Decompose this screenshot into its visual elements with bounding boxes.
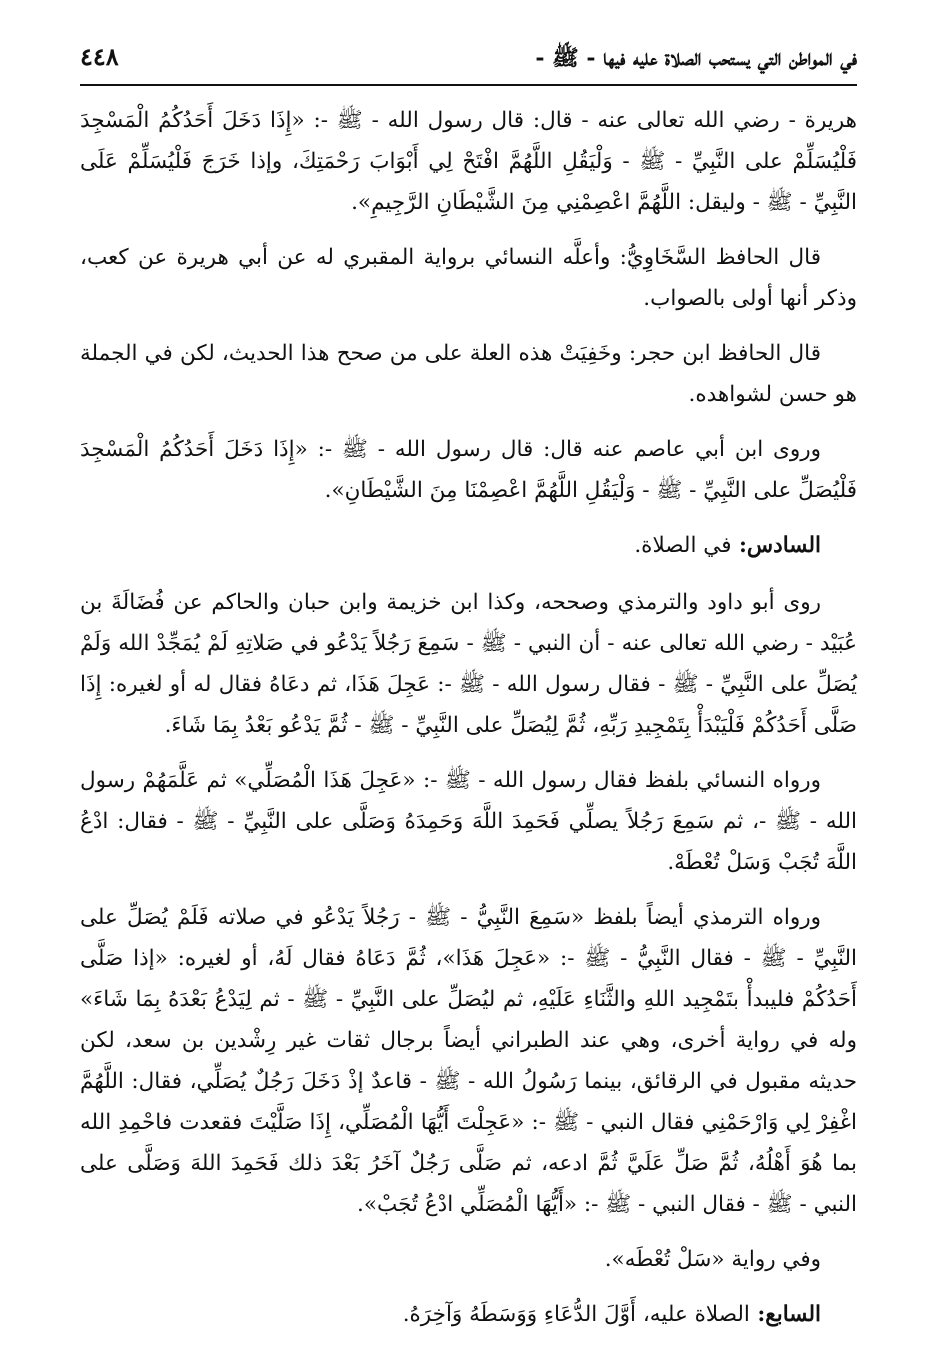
paragraph: وفي رواية «سَلْ تُعْطَه». bbox=[604, 1247, 821, 1272]
section-heading-six bbox=[80, 525, 857, 566]
page-header bbox=[80, 42, 857, 86]
section-label: السادس: bbox=[738, 533, 821, 558]
section-label: السابع: bbox=[757, 1302, 821, 1327]
section-title: في الصلاة. bbox=[634, 533, 732, 558]
paragraph: قال الحافظ ابن حجر: وخَفِيَتْ هذه العلة على من صحح هذا الحديث، لكن في الجملة هو حسن لشواهده. bbox=[80, 341, 857, 407]
paragraph: قال الحافظ السَّخَاوِيُّ: وأعلَّه النسائي برواية المقبري له عن أبي هريرة عن كعب، وذكر أنها أولى بالصواب. bbox=[80, 245, 857, 311]
page-number: ٤٤٨ bbox=[80, 42, 119, 71]
running-title: في المواطن التي يستحب الصلاة عليه فيها - ﷺ - bbox=[535, 45, 857, 71]
section-heading-seven bbox=[80, 1294, 857, 1335]
section-title: الصلاة عليه، أَوَّلَ الدُّعَاءِ وَوَسَطَهُ وَآخِرَهُ. bbox=[402, 1302, 750, 1327]
paragraph: ورواه النسائي بلفظ فقال رسول الله - ﷺ -: «عَجِلَ هَذَا الْمُصَلِّي» ثم عَلَّمَهُمْ رسول الله - ﷺ -، ثم سَمِعَ رَجُلاً يصلِّي فَحَمِدَ اللَّهَ وَحَمِدَهُ وَصَلَّى على النَّبِيِّ - ﷺ - فقال: ادْعُ اللَّهَ تُجَبْ وَسَلْ تُعْطَهْ. bbox=[80, 768, 857, 875]
paragraph: هريرة - رضي الله تعالى عنه - قال: قال رسول الله - ﷺ -: «إِذَا دَخَلَ أَحَدُكُمُ الْمَسْجِدَ فَلْيُسَلِّمْ على النَّبِيِّ - ﷺ - وَلْيَقُلِ اللَّهُمَّ افْتَحْ لِي أَبْوَابَ رَحْمَتِكَ، وإذا خَرَجَ فَلْيُسَلِّمْ عَلَى النَّبِيِّ - ﷺ - وليقل: اللَّهُمَّ اعْصِمْنِي مِنَ الشَّيْطَانِ الرَّجِيمِ». bbox=[80, 108, 857, 215]
paragraph: ورواه الترمذي أيضاً بلفظ «سَمِعَ النَّبِيُّ - ﷺ - رَجُلاً يَدْعُو في صلاته فَلَمْ يُصَلِّ على النَّبِيِّ - ﷺ - فقال النَّبِيُّ - ﷺ -: «عَجِلَ هَذَا»، ثُمَّ دَعَاهُ فقال لَهُ، أو لغيره: «إذا صَلَّى أَحَدُكُمْ فليبدأْ بتَمْجِيد اللهِ والثَّنَاءِ عَلَيْهِ، ثم ليُصَلِّ على النَّبِيِّ - ﷺ - ثم لِيَدْعُ بَعْدَهُ بِمَا شَاءَ» وله في رواية أخرى، وهي عند الطبراني أيضاً برجال ثقات غير رِشْدين بن سعد، لكن حديثه مقبول في الرقائق، بينما رَسُولُ الله - ﷺ - قاعدٌ إذْ دَخَلَ رَجُلٌ يُصَلِّي، فقال: اللَّهُمَّ اغْفِرْ لِي وَارْحَمْنِي فقال النبي - ﷺ -: «عَجِلْتَ أَيُّهَا الْمُصَلِّي، إِذَا صَلَّيْتَ فقعدت فاحْمِدِ الله بما هُوَ أَهْلُهُ، ثُمَّ صَلِّ عَلَيَّ ثُمَّ ادعه، ثم صَلَّى رَجُلٌ آخَرُ بَعْدَ ذلك فَحَمِدَ اللهَ وَصَلَّى على النبي - ﷺ - فقال النبي - ﷺ -: «أَيُّهَا الْمُصَلِّي ادْعُ تُجَبْ». bbox=[80, 905, 857, 1217]
paragraph: وروى ابن أبي عاصم عنه قال: قال رسول الله - ﷺ -: «إِذَا دَخَلَ أَحَدُكُمُ الْمَسْجِدَ فَلْيُصَلِّ على النَّبِيِّ - ﷺ - وَلْيَقُلِ اللَّهُمَّ اعْصِمْنَا مِنَ الشَّيْطَانِ». bbox=[80, 437, 857, 503]
page-body bbox=[80, 100, 857, 1335]
paragraph: روى أبو داود والترمذي وصححه، وكذا ابن خزيمة وابن حبان والحاكم عن فُضَالَةَ بن عُبَيْد - رضي الله تعالى عنه - أن النبي - ﷺ - سَمِعَ رَجُلاً يَدْعُو في صَلاتِهِ لَمْ يُمَجِّدْ الله وَلَمْ يُصَلِّ على النَّبِيِّ - ﷺ - فقال رسول الله - ﷺ -: عَجِلَ هَذَا، ثم دعَاهُ فقال له أو لغيره: إِذَا صَلَّى أَحَدُكُمْ فَلْيَبْدَأْ بِتَمْجِيدِ رَبِّهِ، ثُمَّ لِيُصَلِّ على النَّبِيِّ - ﷺ - ثُمَّ يَدْعُو بَعْدُ بِمَا شَاءَ. bbox=[80, 590, 857, 738]
